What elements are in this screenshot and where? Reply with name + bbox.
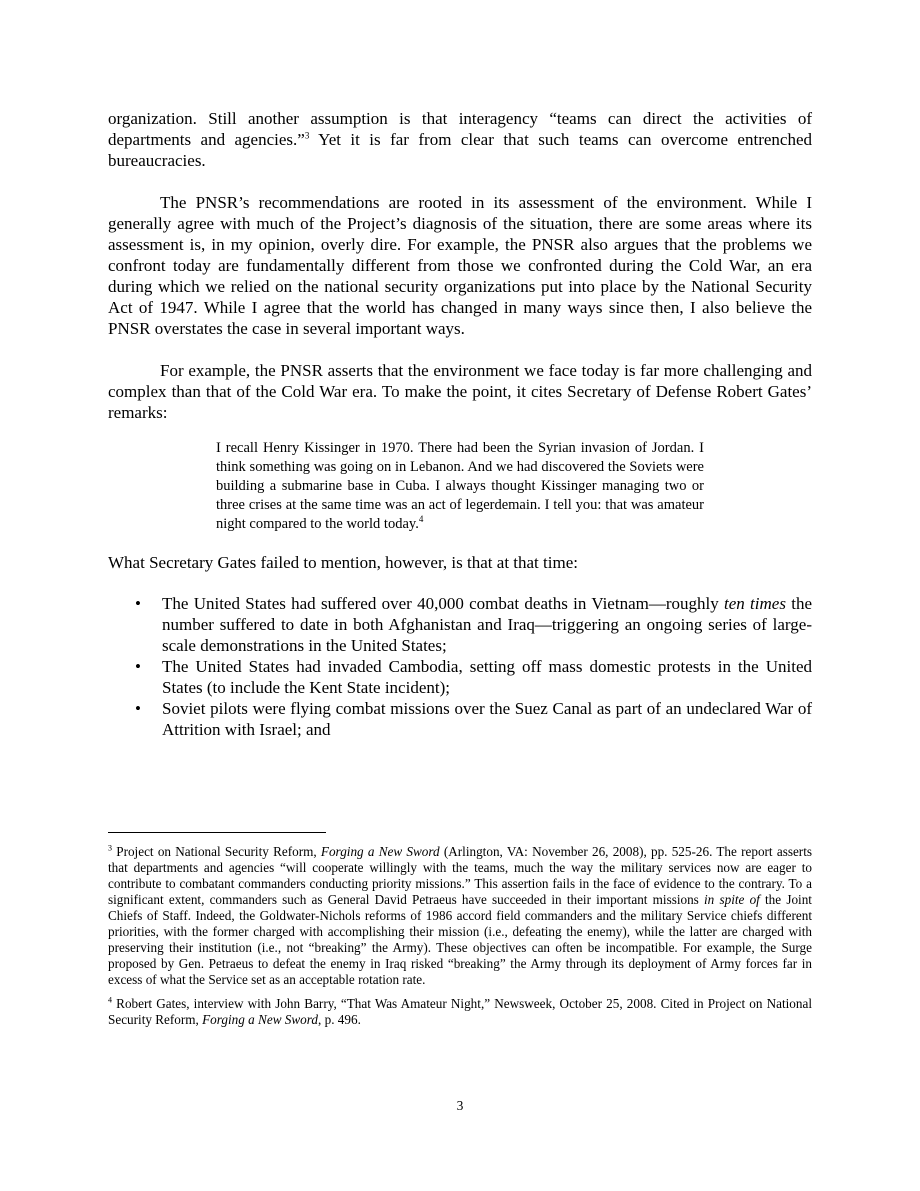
footnote-ref-4[interactable]: 4 — [418, 514, 424, 525]
paragraph-4: What Secretary Gates failed to mention, however, is that at that time: — [108, 553, 578, 572]
bullet-icon: • — [135, 594, 141, 613]
paragraph-1: organization. Still another assumption is that interagency “teams can direct the activities of departments and agencies.”$^3$ Yet it is far from clear that such teams can overcome entrenched bureaucracies. — [108, 109, 812, 170]
footnote-ref-3[interactable]: 3 — [304, 130, 310, 141]
footnotes — [108, 844, 812, 1036]
bullet-list — [108, 593, 812, 740]
list-item: • Soviet pilots were flying combat missions over the Suez Canal as part of an undeclared War of Attrition with Israel; and — [135, 699, 812, 739]
footnote-divider — [108, 832, 326, 833]
paragraph-2: The PNSR’s recommendations are rooted in its assessment of the environment. While I generally agree with much of the Project’s diagnosis of the situation, there are some areas where its assessment is, in my opinion, overly dire. For example, the PNSR also argues that the problems we confront today are fundamentally different from those we confronted during the Cold War, an era during which we relied on the national security organizations put into place by the National Security Act of 1947. While I agree that the world has changed in many ways since then, I also believe the PNSR overstates the case in several important ways. — [108, 193, 812, 338]
page-body — [108, 108, 812, 740]
footnote-3: $^3$ Project on National Security Reform, Forging a New Sword (Arlington, VA: November 26, 2008), pp. 525-26. The report asserts that departments and agencies “will cooperate willingly with the teams, much the way the military services now are eager to contribute to combatant commanders conducting priority missions.” This assertion fails in the face of evidence to the contrary. To a significant extent, commanders such as General David Petraeus have succeeded in their important missions in spite of the Joint Chiefs of Staff. Indeed, the Goldwater-Nichols reforms of 1986 accord field commanders and the military Service chiefs different priorities, with the former charged with accomplishing their mission (i.e., defeating the enemy), while the latter are charged with preserving their institution (i.e., not “breaking” the Army). These objectives can often be incompatible. For example, the Surge proposed by Gen. Petraeus to defeat the enemy in Iraq risked “breaking” the Army through its deployment of Army forces far in excess of what the Service set as an acceptable rotation rate. — [108, 843, 812, 987]
list-item: • The United States had invaded Cambodia, setting off mass domestic protests in the United States (to include the Kent State incident); — [135, 657, 812, 697]
paragraph-3: For example, the PNSR asserts that the environment we face today is far more challenging and complex than that of the Cold War era. To make the point, it cites Secretary of Defense Robert Gates’ remarks: — [108, 361, 812, 422]
bullet-icon: • — [135, 657, 141, 676]
footnote-4: $^4$ Robert Gates, interview with John Barry, “That Was Amateur Night,” Newsweek, October 25, 2008. Cited in Project on National Security Reform, Forging a New Sword, p. 496. — [108, 995, 812, 1027]
bullet-icon: • — [135, 699, 141, 718]
block-quote: I recall Henry Kissinger in 1970. There had been the Syrian invasion of Jordan. I think something was going on in Lebanon. And we had discovered the Soviets were building a submarine base in Cuba. I always thought Kissinger managing two or three crises at the same time was an act of legerdemain. I tell you: that was amateur night compared to the world today.$^4$ — [216, 440, 704, 532]
list-item: • The United States had suffered over 40,000 combat deaths in Vietnam—roughly ten times the number suffered to date in both Afghanistan and Iraq—triggering an ongoing series of large-scale demonstrations in the United States; — [135, 594, 812, 655]
page-number: 3 — [456, 1098, 464, 1113]
